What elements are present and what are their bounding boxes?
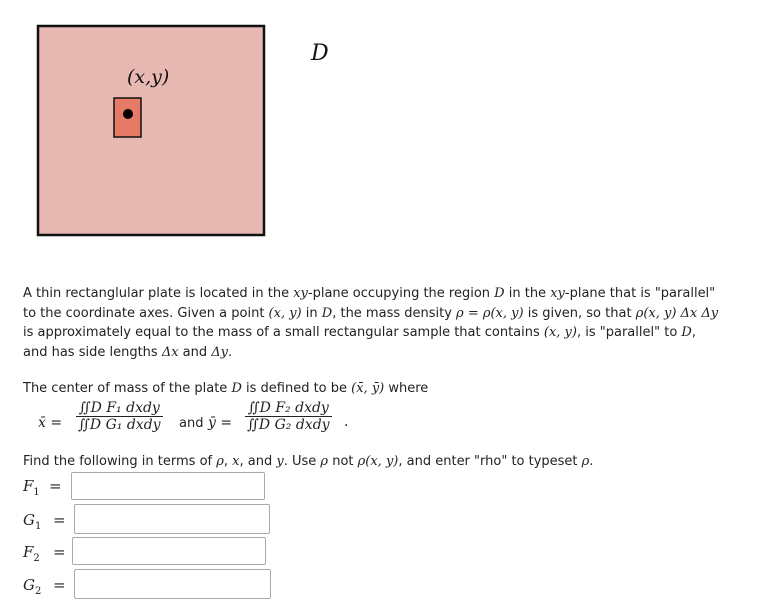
xbar-numerator: ∬D F₁ dxdy: [78, 400, 160, 416]
answer-equals: =: [49, 477, 62, 495]
problem-paragraph-2: The center of mass of the plate D is defined to be (x̄, ȳ) where: [23, 381, 429, 396]
answer-equals: =: [53, 576, 66, 594]
center-of-mass-formula: [38, 400, 438, 448]
f2-input[interactable]: [72, 537, 266, 565]
answer-row-f1: [23, 472, 283, 502]
answer-equals: =: [53, 511, 66, 529]
and-text: and: [179, 416, 204, 431]
ybar-fraction: [245, 400, 332, 433]
answer-row-g2: [23, 569, 283, 599]
problem-paragraph-3: Find the following in terms of ρ, x, and y. Use ρ not ρ(x, y), and enter "rho" to typeset ρ.: [23, 454, 594, 469]
g1-input[interactable]: [74, 504, 270, 534]
formula-end-punct: .: [344, 414, 349, 430]
ybar-denominator: ∬D G₂ dxdy: [247, 417, 330, 433]
ybar-numerator: ∬D F₂ dxdy: [247, 400, 329, 416]
xbar-lhs: x̄ =: [38, 415, 63, 431]
f1-input[interactable]: [71, 472, 265, 500]
ybar-lhs: ȳ =: [208, 415, 233, 431]
xbar-denominator: ∬D G₁ dxdy: [78, 417, 161, 433]
region-label: D: [311, 41, 329, 66]
problem-paragraph-1: A thin rectanglular plate is located in the xy-plane occupying the region D in the xy-plane that is "parallel" to the coordinate axes. Given a point (x, y) in D, the mass density ρ = ρ(x, y) is given, so that ρ(x, y) Δx Δy is approximately equal to the mass of a small rectangular sample that contains (x, y), is "parallel" to D, and has side lengths Δx and Δy.: [23, 286, 719, 360]
point-label: (x,y): [127, 66, 170, 88]
answer-row-f2: [23, 537, 283, 567]
answer-label-f2: $F_2$: [23, 543, 40, 564]
answer-label-g1: $G_1$: [23, 511, 42, 532]
answer-label-g2: $G_2$: [23, 576, 42, 597]
answer-equals: =: [53, 543, 66, 561]
g2-input[interactable]: [74, 569, 271, 599]
xbar-fraction: [76, 400, 163, 433]
region-d-rectangle: [38, 26, 264, 235]
answer-label-f1: $F_1$: [23, 477, 40, 498]
point-dot: [123, 109, 133, 119]
plate-figure: [0, 0, 771, 250]
answer-row-g1: [23, 504, 283, 534]
